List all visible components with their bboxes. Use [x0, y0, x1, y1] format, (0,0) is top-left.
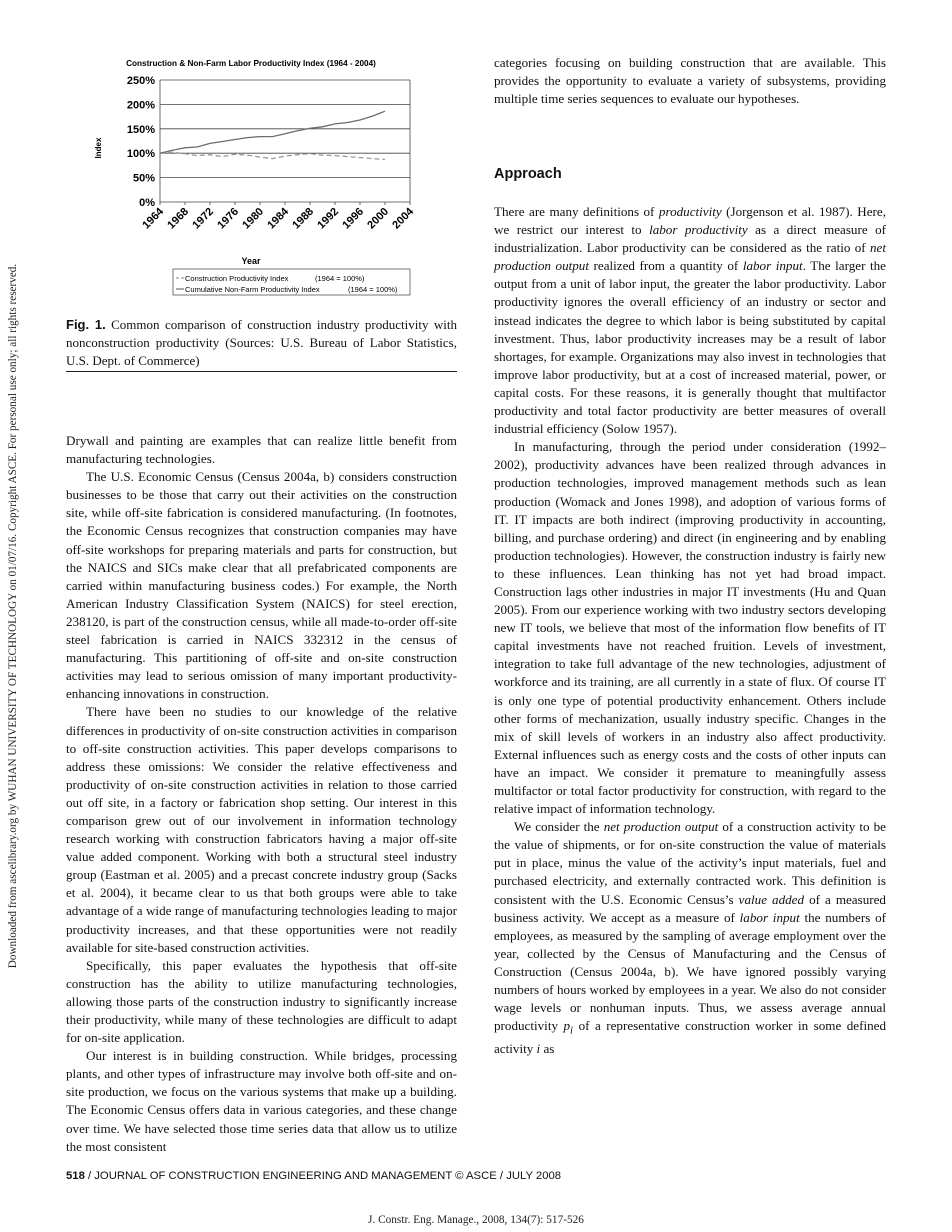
caption-rule — [66, 371, 457, 372]
chart-y-tick-label: 0% — [139, 197, 155, 209]
chart-x-tick-label: 1984 — [265, 205, 292, 232]
page-footer — [66, 1170, 561, 1182]
chart-x-tick-label: 1996 — [340, 205, 367, 232]
legend-label-nonfarm: Cumulative Non-Farm Productivity Index — [185, 285, 320, 294]
chart-x-tick-label: 1964 — [140, 205, 167, 232]
journal-info: / JOURNAL OF CONSTRUCTION ENGINEERING AND MANAGEMENT © ASCE / JULY 2008 — [84, 1170, 562, 1182]
figure-1 — [66, 56, 458, 311]
citation-line: J. Constr. Eng. Manage., 2008, 134(7): 517-526 — [368, 1214, 584, 1226]
chart-x-tick-label: 1968 — [165, 205, 192, 232]
right-column-text — [494, 203, 886, 1058]
download-notice: Downloaded from ascelibrary.org by WUHAN UNIVERSITY OF TECHNOLOGY on 01/07/16. Copyright ASCE. For personal use only; all rights reserved. — [7, 263, 19, 969]
paragraph: categories focusing on building construction that are available. This provides the opportunity to evaluate a variety of subsystems, providing multiple time series sequences to evaluate our hypotheses. — [494, 55, 886, 107]
chart-x-tick-label: 1992 — [315, 205, 342, 232]
chart-x-axis-label: Year — [241, 256, 261, 266]
right-column-top — [494, 54, 886, 108]
productivity-chart — [66, 56, 458, 306]
chart-y-tick-label: 100% — [126, 148, 155, 161]
chart-x-tick-label: 1980 — [240, 205, 267, 232]
paragraph: Specifically, this paper evaluates the hypothesis that off-site construction has the ability to utilize manufacturing technologies, allowing those parts of the construction industry to significantly increase their productivity, while many of these technologies are difficult to adapt for on-site application. — [66, 957, 457, 1046]
chart-x-tick-label: 2004 — [390, 205, 417, 232]
legend-note-nonfarm: (1964 = 100%) — [348, 285, 398, 294]
figure-caption-label: Fig. 1. — [66, 317, 106, 332]
chart-y-tick-label: 150% — [126, 123, 155, 136]
chart-legend — [173, 269, 410, 295]
paragraph: There are many definitions of productivity (Jorgenson et al. 1987). Here, we restrict our interest to labor productivity as a direct measure of industrialization. Labor productivity can be considered as the ratio of net production output realized from a quantity of labor input. The larger the output from a unit of labor input, the greater the labor productivity. Labor productivity ignores the overall efficiency of an industry or sector and instead indicates the degree to which labor is being substituted by capital investment. Thus, labor productivity increases may be a result of labor shortages, for example. Organizations may also invest in technologies that improve labor productivity, but at a cost of increased material, power, or capital costs. For these reasons, it is generally thought that multifactor productivity and total factor productivity are better measures of overall industrial efficiency (Solow 1957). — [494, 204, 887, 437]
legend-note-construction: (1964 = 100%) — [315, 274, 365, 283]
figure-caption-text: Common comparison of construction industry productivity with nonconstruction productivity (Sources: U.S. Bureau of Labor Statistics, U.S. Dept. of Commerce) — [66, 317, 457, 368]
left-column-text — [66, 432, 457, 1156]
chart-y-tick-label: 200% — [126, 99, 155, 112]
chart-x-tick-label: 1972 — [190, 205, 217, 232]
paragraph: In manufacturing, through the period under consideration (1992–2002), productivity advances have been realized through advances in production technologies, improved management methods such as lean production (Womack and Jones 1998), and adoption of various forms of IT. IT impacts are both indirect (improving productivity in accounting, billing, and purchase ordering) and direct (in engineering and by enabling production technologies). However, the construction industry is fairly new to these influences. Lean thinking has not yet had broad impact. Construction lags other industries in major IT investments (Hu and Quan 2005). From our experience working with two industry sectors developing new IT tools, we believe that most of the information flow benefits of IT capital investments have not reached fruition. Levels of investment, integration to take full advantage of the new technologies, adjustment of workforce and its training, are all currently in a state of flux. Of course IT is only one type of potential productivity enhancement. Others include other forms of mechanization, usually industry specific. Changes in the mix of skill levels of workers in an industry also affect productivity. External influences such as energy costs and the costs of other inputs can have an impact. We consider it premature to meaningfully assess multifactor or total factor productivity for construction, with regard to the relative impact of information technology. — [494, 439, 886, 817]
chart-title: Construction & Non-Farm Labor Productivity Index (1964 - 2004) — [126, 59, 376, 68]
chart-y-tick-label: 50% — [132, 172, 155, 185]
section-heading-approach: Approach — [494, 166, 562, 182]
chart-x-tick-label: 2000 — [365, 205, 392, 232]
paragraph: Our interest is in building construction. While bridges, processing plants, and other types of infrastructure may involve both off-site and on-site production, we focus on the various systems that make up a building. The Economic Census offers data in various categories, and these change over time. We have selected those time series data that allow us to utilize the most consistent — [66, 1048, 457, 1154]
paragraph: The U.S. Economic Census (Census 2004a, b) considers construction businesses to be those that carry out their activities on the construction site, while off-site fabrication is considered manufacturing. (In footnotes, the Economic Census recognizes that construction companies may have off-site workshops for preparing materials and parts for construction, but the NAICS and SICs make clear that all prefabricated components are carried within manufacturing business codes.) For example, the North American Industry Classification System (NAICS) for steel erection, 238120, is part of the construction census, while all made-to-order off-site steel fabrication is carried in NAICS 332312 in the census of manufacturing. This partitioning of off-site and on-site construction activities may lead to serious omission of many important productivity-enhancing innovations in construction. — [66, 469, 457, 702]
series-line-nonfarm — [160, 111, 385, 153]
page-number: 518 — [66, 1170, 85, 1182]
chart-x-tick-label: 1976 — [215, 205, 242, 232]
paragraph: We consider the net production output of a construction activity to be the value of shipments, or for on-site construction the value of materials put in place, minus the value of the activity’s input materials, fuel and purchased electricity, and externally contracted work. This definition is consistent with the U.S. Economic Census’s value added of a measured business activity. We accept as a measure of labor input the numbers of employees, as measured by the sampling of average employment over the year, collected by the Census of Manufacturing and the Census of Construction (Census 2004a, b). We have ignored possibly varying numbers of hours worked by employees in a year. We also do not consider wage levels or nonhuman inputs. Thus, we assess average annual productivity $p_i$ of a representative construction worker in some defined activity i as — [494, 819, 887, 1056]
chart-y-tick-label: 250% — [126, 75, 155, 87]
chart-x-tick-label: 1988 — [290, 205, 317, 232]
figure-caption — [66, 316, 457, 370]
legend-label-construction: Construction Productivity Index — [185, 274, 289, 283]
paragraph: Drywall and painting are examples that can realize little benefit from manufacturing technologies. — [66, 433, 457, 467]
chart-y-axis-label: Index — [94, 137, 103, 159]
paragraph: There have been no studies to our knowledge of the relative differences in productivity of on-site construction activities in comparison to off-site construction activities. This paper develops comparisons to address these omissions: We consider the relative effectiveness and productivity of on-site construction activities in relation to those carried out off site, in a factory or fabrication shop setting. Our interest in this comparison grew out of our involvement in information technology research working with construction fabricators having a major off-site value added component. Working with both a structural steel industry group (Eastman et al. 2005) and a precast concrete industry group (Sacks et al. 2004), it became clear to us that both groups were able to take advantage of a wide range of manufacturing technologies leading to major productivity increases, and that these opportunities were not readily available for site-based construction activities. — [66, 704, 457, 955]
